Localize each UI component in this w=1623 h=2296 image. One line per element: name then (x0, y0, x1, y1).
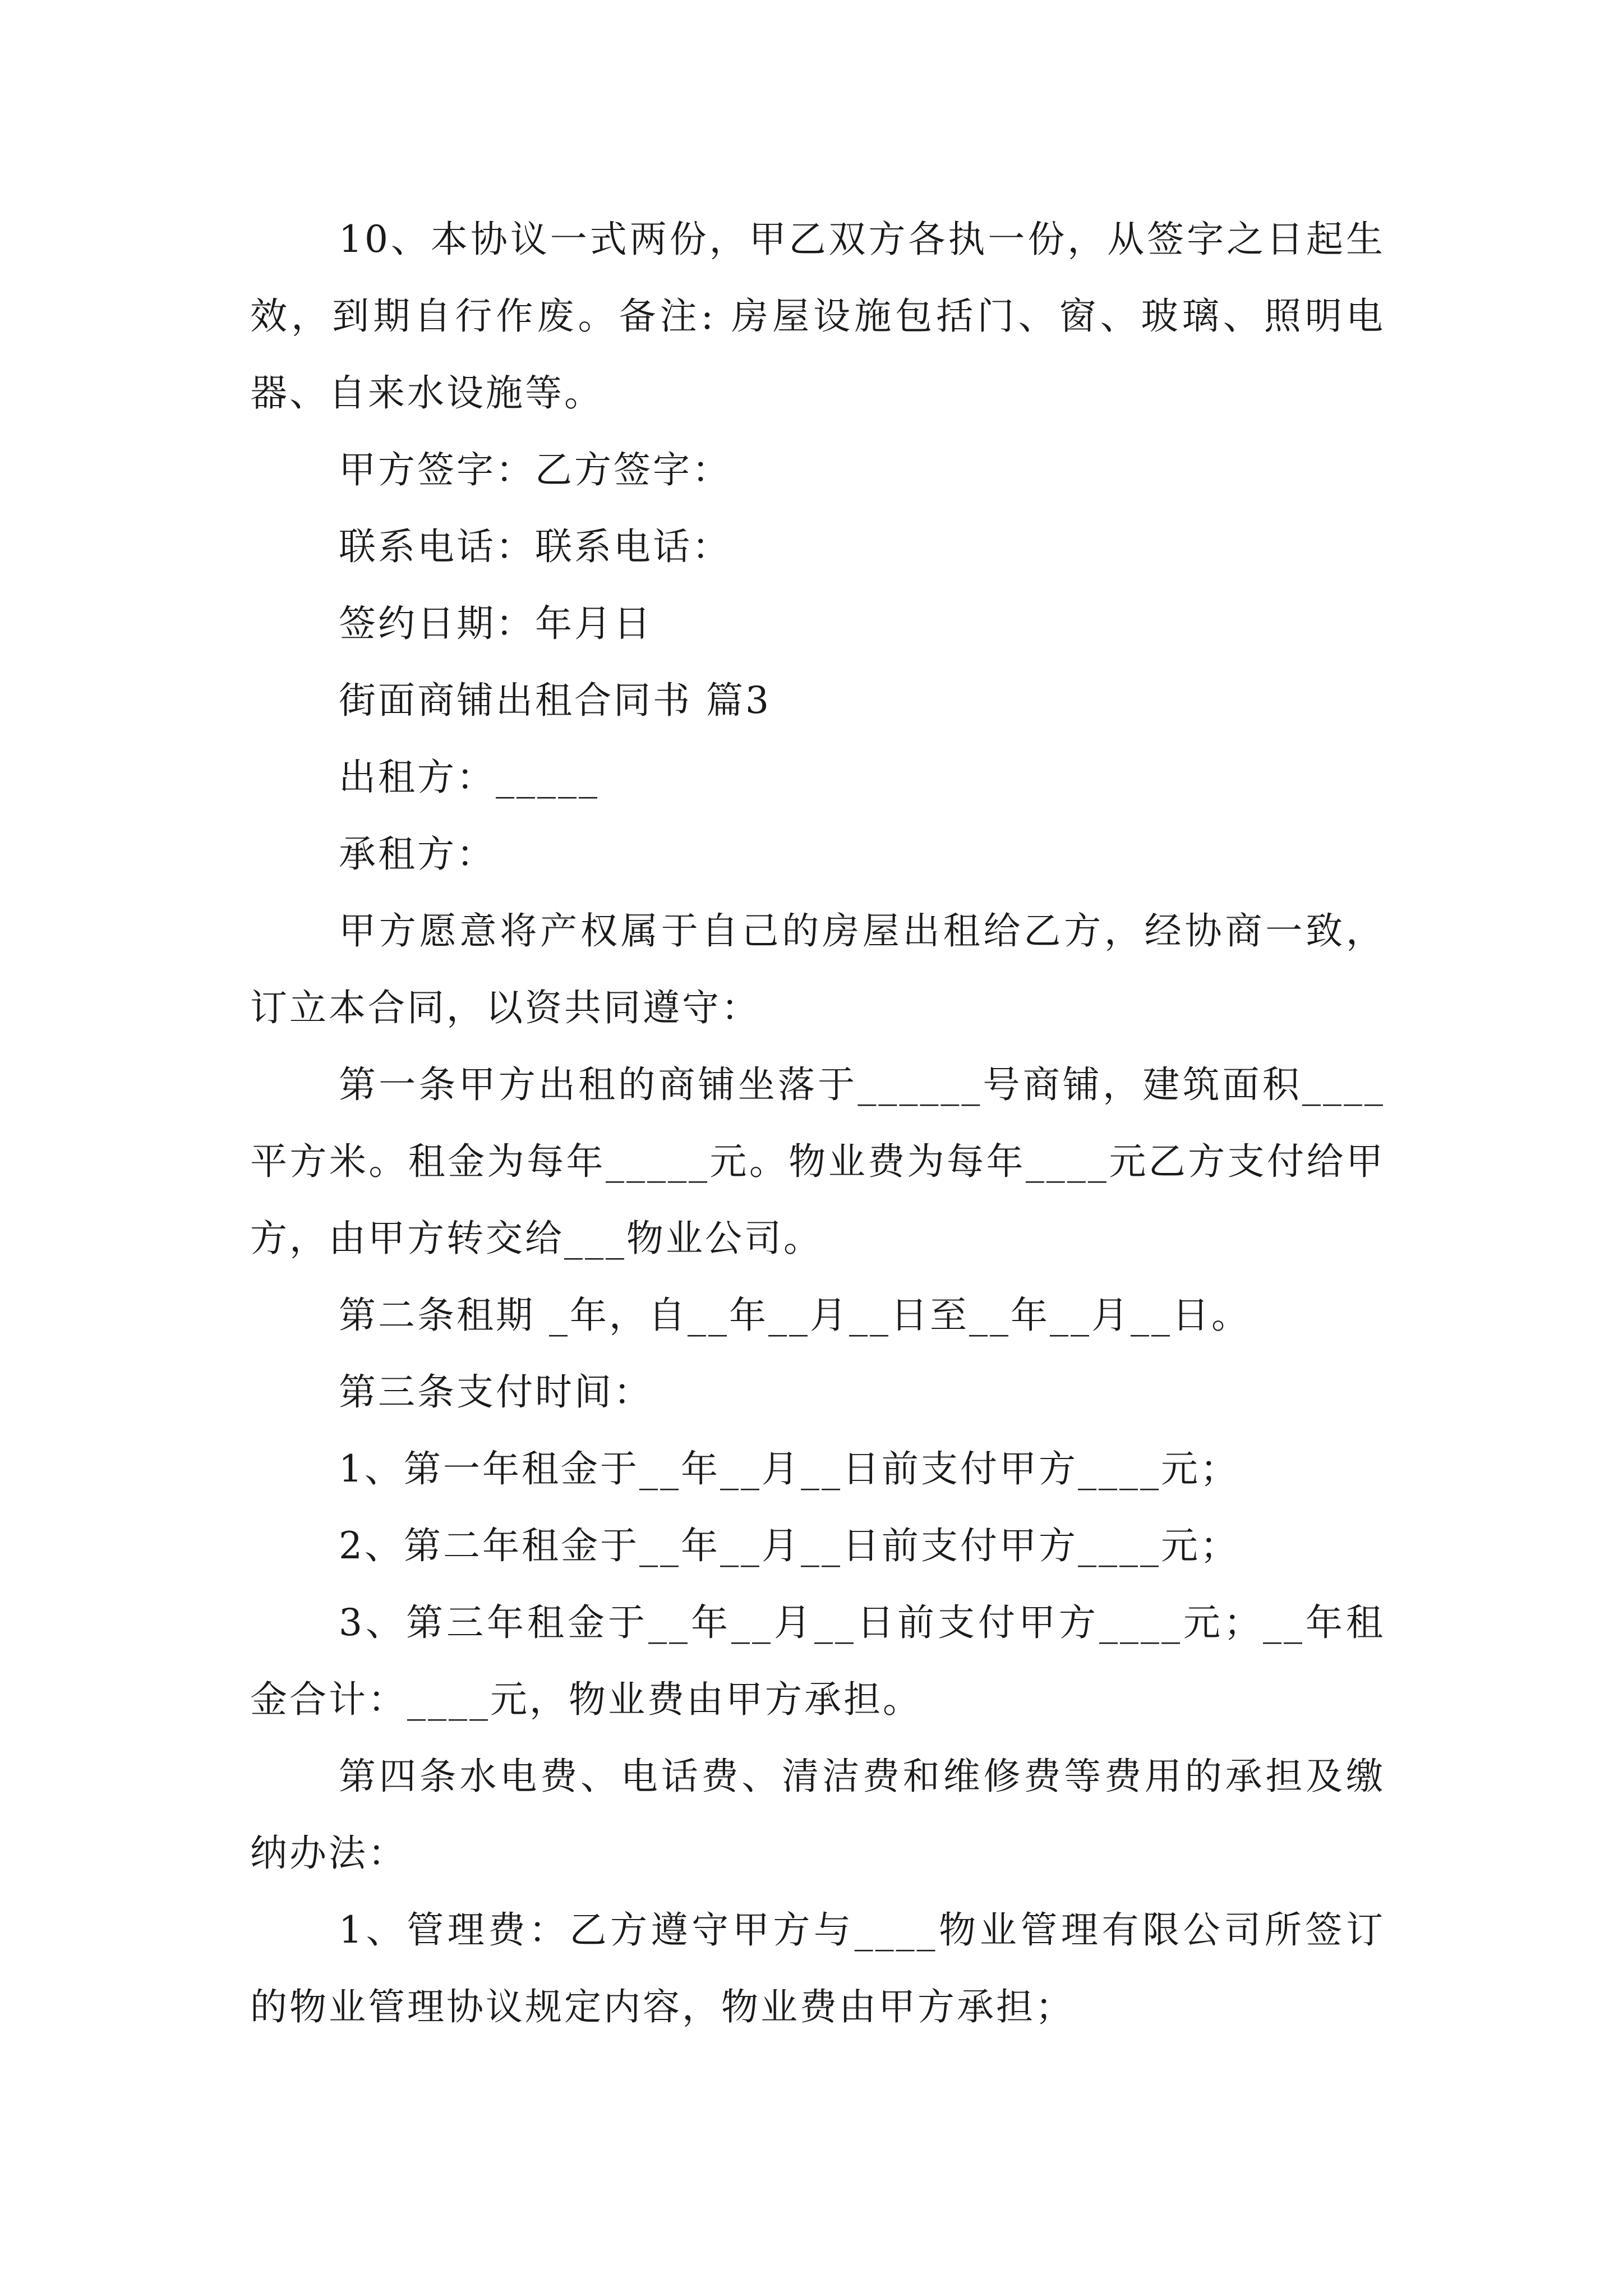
phone-line: 联系电话：联系电话： (339, 525, 731, 568)
signature-line: 甲方签字：乙方签字： (339, 448, 731, 491)
signing-date-line: 签约日期：年月日 (339, 602, 653, 645)
clause-10-paragraph: 10、本协议一式两份，甲乙双方各执一份，从签字之日起生效，到期自行作废。备注: 房屋设施包括门、窗、玻璃、照明电器、自来水设施等。 (250, 218, 1385, 415)
lessee-line: 承租方： (339, 832, 496, 876)
preamble-paragraph: 甲方愿意将产权属于自己的房屋出租给乙方，经协商一致，订立本合同，以资共同遵守： (250, 909, 1385, 1029)
section-title: 街面商铺出租合同书 篇3 (339, 679, 771, 722)
article-3-heading: 第三条支付时间： (339, 1370, 653, 1414)
article-4-heading: 第四条水电费、电话费、清洁费和维修费等费用的承担及缴纳办法： (250, 1755, 1385, 1875)
payment-item-1: 1、第一年租金于__年__月__日前支付甲方____元； (339, 1447, 1239, 1490)
lessor-line: 出租方：_____ (339, 756, 600, 799)
article-1-paragraph: 第一条甲方出租的商铺坐落于______号商铺，建筑面积____平方米。租金为每年_____元。物业费为每年____元乙方支付给甲方，由甲方转交给___物业公司。 (250, 1063, 1385, 1260)
payment-item-2: 2、第二年租金于__年__月__日前支付甲方____元； (339, 1524, 1239, 1567)
payment-item-3: 3、第三年租金于__年__月__日前支付甲方____元；__年租金合计：____元，物业费由甲方承担。 (250, 1601, 1385, 1721)
document-body (250, 201, 1385, 2045)
article-2-paragraph: 第二条租期 _年，自__年__月__日至__年__月__日。 (339, 1294, 1251, 1337)
management-fee-paragraph: 1、管理费：乙方遵守甲方与____物业管理有限公司所签订的物业管理协议规定内容，物业费由甲方承担； (250, 1908, 1385, 2028)
